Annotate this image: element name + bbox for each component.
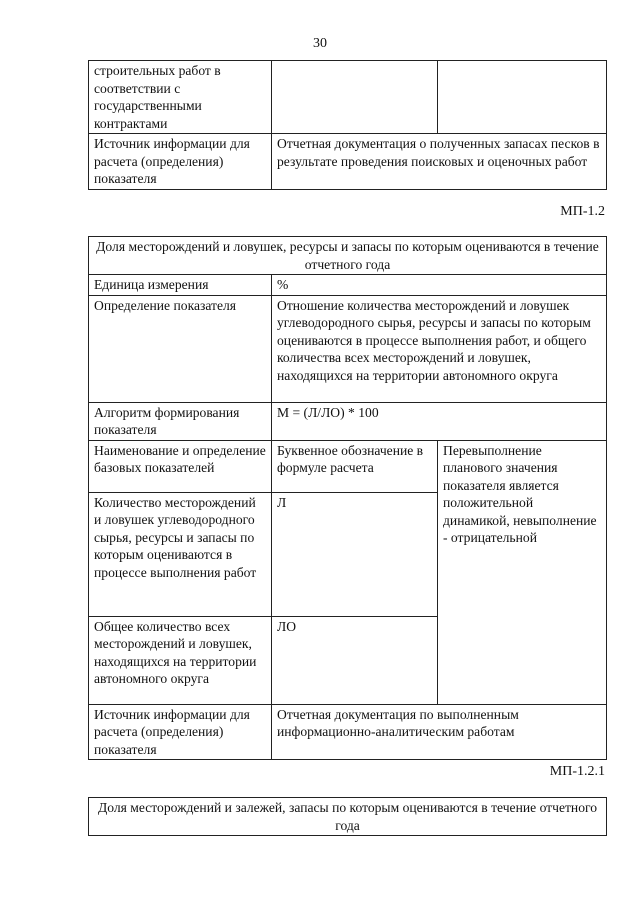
indicator-code: МП-1.2.1: [549, 764, 605, 779]
table-row: [89, 440, 607, 492]
base-indicator-2-label: Общее количество всех месторождений и ловушек, находящихся на территории автономного округа: [89, 616, 272, 704]
table-row: [89, 295, 607, 402]
page-number: 30: [313, 36, 327, 51]
base-indicators-label: Наименование и определение базовых показателей: [89, 440, 272, 492]
algorithm-label: Алгоритм формирования показателя: [89, 402, 272, 440]
cell-source-value: Отчетная документация о полученных запасах песков в результате проведения поисковых и оценочных работ: [272, 134, 607, 190]
definition-label: Определение показателя: [89, 295, 272, 402]
unit-value: %: [272, 275, 607, 296]
cell-empty: [272, 61, 438, 134]
indicator-code: МП-1.2: [560, 204, 605, 219]
letter-designation-label: Буквенное обозначение в формуле расчета: [272, 440, 438, 492]
table-row: [89, 275, 607, 296]
cell-work-text: строительных работ в соответствии с государственными контрактами: [89, 61, 272, 134]
cell-empty: [438, 61, 607, 134]
table-row: [89, 237, 607, 275]
indicator-title: Доля месторождений и ловушек, ресурсы и запасы по которым оцениваются в течение отчетного года: [89, 237, 607, 275]
table-row: [89, 704, 607, 760]
unit-label: Единица измерения: [89, 275, 272, 296]
table-row: [89, 61, 607, 134]
indicator-table: [88, 797, 607, 836]
table-row: [89, 798, 607, 836]
indicator-table: [88, 236, 607, 760]
definition-value: Отношение количества месторождений и ловушек углеводородного сырья, ресурсы и запасы по которым оцениваются в процессе выполнения работ, и общего количества всех месторождений и ловушек, находящихся на территории автономного округа: [272, 295, 607, 402]
base-indicator-1-letter: Л: [272, 492, 438, 616]
source-label: Источник информации для расчета (определения) показателя: [89, 704, 272, 760]
base-indicator-1-label: Количество месторождений и ловушек углеводородного сырья, ресурсы и запасы по которым оцениваются в процессе выполнения работ: [89, 492, 272, 616]
dynamics-note: Перевыполнение планового значения показателя является положительной динамикой, невыполнение - отрицательной: [438, 440, 607, 704]
cell-source-label: Источник информации для расчета (определения) показателя: [89, 134, 272, 190]
table-row: [89, 402, 607, 440]
source-value: Отчетная документация по выполненным информационно-аналитическим работам: [272, 704, 607, 760]
base-indicator-2-letter: ЛО: [272, 616, 438, 704]
continuation-table: [88, 60, 607, 190]
algorithm-formula: М = (Л/ЛО) * 100: [272, 402, 607, 440]
indicator-title: Доля месторождений и залежей, запасы по которым оцениваются в течение отчетного года: [89, 798, 607, 836]
table-row: [89, 134, 607, 190]
